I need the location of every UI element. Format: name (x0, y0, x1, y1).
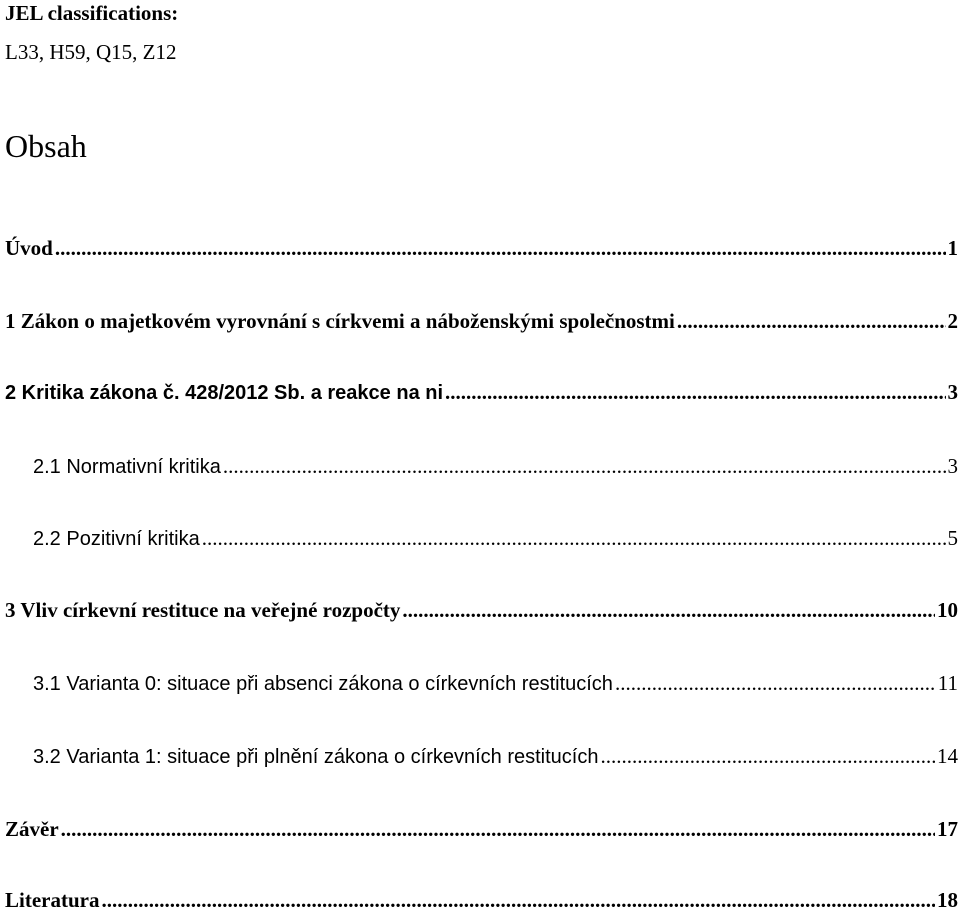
toc-entry-chapter-1[interactable] (5, 307, 958, 335)
toc-page-number: 1 (947, 236, 958, 260)
toc-entry-label: 3.2 Varianta 1: situace při plnění zákona o církevních restitucích (33, 746, 599, 768)
toc-page-number: 2 (947, 309, 958, 333)
toc-entry-literatura[interactable] (5, 886, 958, 914)
toc-entry-label: 3 Vliv církevní restituce na veřejné rozpočty (5, 598, 401, 622)
toc-page-number: 5 (947, 526, 958, 550)
toc-entry-section-2-1[interactable] (33, 452, 958, 480)
toc-entry-zaver[interactable] (5, 815, 958, 843)
toc-entry-section-3-1[interactable] (33, 669, 958, 697)
toc-entry-section-3-2[interactable] (33, 742, 958, 770)
toc-dot-leader (101, 886, 935, 914)
toc-entry-label: Závěr (5, 817, 59, 841)
toc-entry-label: Literatura (5, 888, 100, 912)
toc-dot-leader (601, 742, 936, 770)
toc-page-number: 11 (937, 671, 958, 695)
toc-entry-label: 2.1 Normativní kritika (33, 456, 221, 478)
toc-dot-leader (445, 378, 945, 406)
toc-page-number: 3 (947, 454, 958, 478)
toc-entry-label: Úvod (5, 236, 53, 260)
toc-entry-label: 2 Kritika zákona č. 428/2012 Sb. a reakce na ni (5, 382, 444, 404)
toc-entry-label: 1 Zákon o majetkovém vyrovnání s církvemi a náboženskými společnostmi (5, 309, 675, 333)
toc-dot-leader (677, 307, 946, 335)
toc-page-number: 10 (937, 598, 958, 622)
toc-dot-leader (55, 234, 946, 262)
toc-dot-leader (402, 596, 935, 624)
toc-dot-leader (61, 815, 935, 843)
toc-title: Obsah (5, 128, 87, 164)
toc-page-number: 18 (937, 888, 958, 912)
toc-dot-leader (202, 524, 946, 552)
toc-entry-section-2-2[interactable] (33, 524, 958, 552)
toc-entry-uvod[interactable] (5, 234, 958, 262)
toc-page-number: 14 (937, 744, 958, 768)
toc-entry-chapter-3[interactable] (5, 596, 958, 624)
toc-entry-label: 2.2 Pozitivní kritika (33, 528, 200, 550)
jel-heading: JEL classifications: (5, 1, 179, 25)
toc-page-number: 3 (947, 380, 958, 404)
toc-entry-chapter-2[interactable] (5, 378, 958, 406)
toc-page-number: 17 (937, 817, 958, 841)
jel-codes: L33, H59, Q15, Z12 (5, 40, 177, 64)
toc-entry-label: 3.1 Varianta 0: situace při absenci zákona o církevních restitucích (33, 673, 613, 695)
toc-dot-leader (615, 669, 936, 697)
toc-dot-leader (223, 452, 946, 480)
